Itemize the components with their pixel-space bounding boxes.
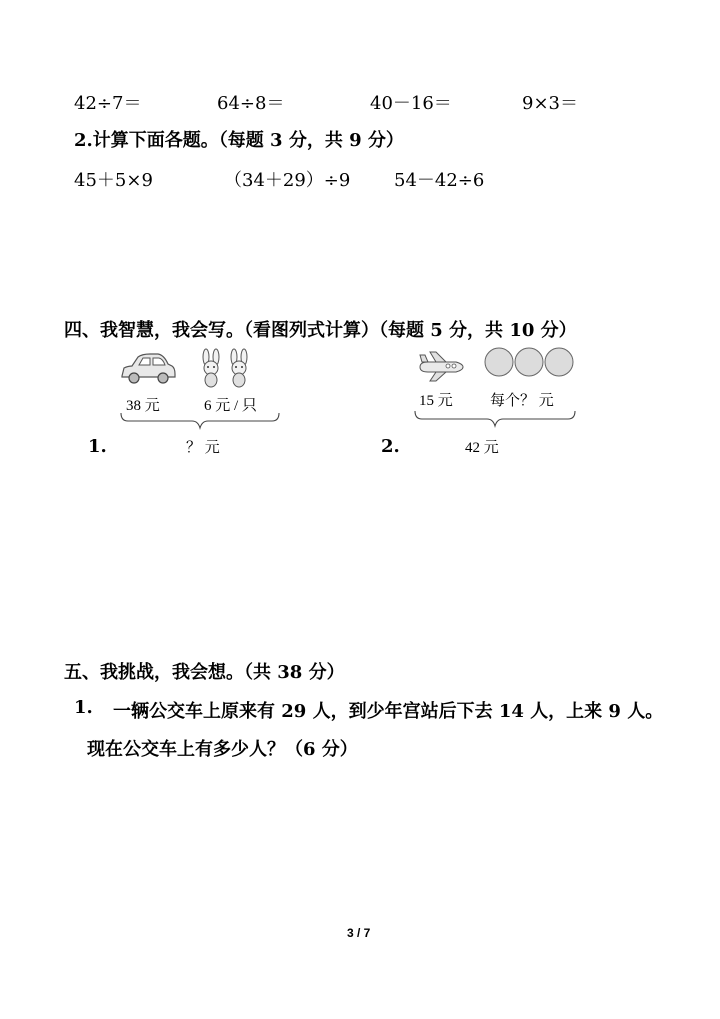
question-2-title: 2.计算下面各题。（每题 3 分，共 9 分） [74, 130, 404, 151]
oral-calc-1: 42÷7＝ [74, 93, 142, 114]
airplane-icon [416, 350, 466, 382]
ball-icon [484, 347, 514, 377]
label-ball-price: 每个？ 元 [490, 393, 554, 409]
q2-item-2: （34＋29）÷9 [224, 170, 351, 191]
brace-2 [414, 410, 576, 428]
problem-1-number: 1. [88, 436, 107, 457]
oral-calc-3: 40－16＝ [370, 93, 452, 114]
ball-icon [514, 347, 544, 377]
brace-1 [120, 412, 280, 430]
section-5-q1-line1: 一辆公交车上原来有 29 人，到少年宫站后下去 14 人，上来 9 人。 [113, 701, 664, 722]
label-car-price: 38 元 [126, 398, 160, 414]
section-5-title: 五、我挑战，我会想。（共 38 分） [64, 662, 345, 683]
rabbit-icon [226, 348, 252, 388]
q2-item-1: 45＋5×9 [74, 170, 153, 191]
oral-calc-4: 9×3＝ [522, 93, 578, 114]
section-4-title: 四、我智慧，我会写。（看图列式计算）（每题 5 分，共 10 分） [64, 320, 577, 341]
q2-item-3: 54－42÷6 [394, 170, 485, 191]
page-number: 3 / 7 [347, 926, 371, 940]
section-5-q1-number: 1. [74, 697, 93, 718]
label-plane-price: 15 元 [419, 393, 453, 409]
problem-1-total: ？ 元 [186, 440, 220, 456]
rabbit-icon [198, 348, 224, 388]
oral-calc-2: 64÷8＝ [217, 93, 285, 114]
section-5-q1-line2: 现在公交车上有多少人？（6 分） [87, 739, 358, 760]
problem-2-number: 2. [381, 436, 400, 457]
label-rabbit-price: 6 元 / 只 [204, 398, 257, 414]
ball-icon [544, 347, 574, 377]
problem-2-total: 42 元 [465, 440, 499, 456]
car-icon [118, 350, 178, 386]
